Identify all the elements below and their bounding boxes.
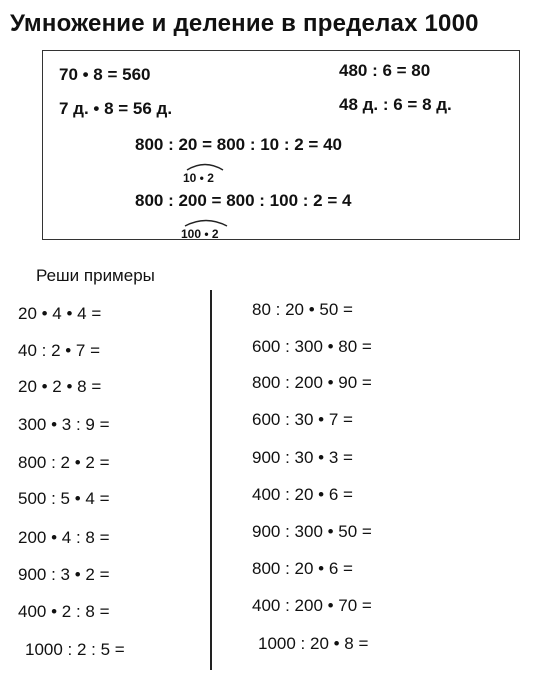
task-left-7: 200 • 4 : 8 =: [18, 528, 110, 547]
task-right-1: 80 : 20 • 50 =: [252, 300, 353, 319]
task-right-8: 800 : 20 • 6 =: [252, 559, 353, 578]
decomposition-arc: [183, 215, 229, 227]
decomposition-hint-100x2: 100 • 2: [181, 227, 219, 241]
task-left-9: 400 • 2 : 8 =: [18, 602, 110, 621]
task-left-5: 800 : 2 • 2 =: [18, 453, 110, 472]
page-title: Умножение и деление в пределах 1000: [10, 10, 479, 37]
example-division-units: 48 д. : 6 = 8 д.: [339, 95, 452, 114]
task-right-4: 600 : 30 • 7 =: [252, 410, 353, 429]
task-left-3: 20 • 2 • 8 =: [18, 377, 102, 396]
example-division-by-tens: 800 : 20 = 800 : 10 : 2 = 40: [135, 135, 342, 154]
task-right-5: 900 : 30 • 3 =: [252, 448, 353, 467]
task-left-2: 40 : 2 • 7 =: [18, 341, 101, 360]
exercise-label: Реши примеры: [36, 266, 155, 285]
task-left-8: 900 : 3 • 2 =: [18, 565, 110, 584]
task-left-1: 20 • 4 • 4 =: [18, 304, 102, 323]
task-right-7: 900 : 300 • 50 =: [252, 522, 372, 541]
task-right-10: 1000 : 20 • 8 =: [258, 634, 369, 653]
task-right-3: 800 : 200 • 90 =: [252, 373, 372, 392]
example-multiplication-units: 7 д. • 8 = 56 д.: [59, 99, 173, 118]
task-right-6: 400 : 20 • 6 =: [252, 485, 353, 504]
example-division-by-hundreds: 800 : 200 = 800 : 100 : 2 = 4: [135, 191, 352, 210]
task-left-4: 300 • 3 : 9 =: [18, 415, 110, 434]
example-division: 480 : 6 = 80: [339, 61, 431, 80]
task-right-2: 600 : 300 • 80 =: [252, 337, 372, 356]
task-left-6: 500 : 5 • 4 =: [18, 489, 110, 508]
task-right-9: 400 : 200 • 70 =: [252, 596, 372, 615]
task-left-10: 1000 : 2 : 5 =: [25, 640, 125, 659]
examples-box: [42, 50, 520, 240]
column-divider: [210, 290, 212, 670]
decomposition-arc: [185, 159, 225, 171]
example-multiplication: 70 • 8 = 560: [59, 65, 151, 84]
decomposition-hint-10x2: 10 • 2: [183, 171, 214, 185]
